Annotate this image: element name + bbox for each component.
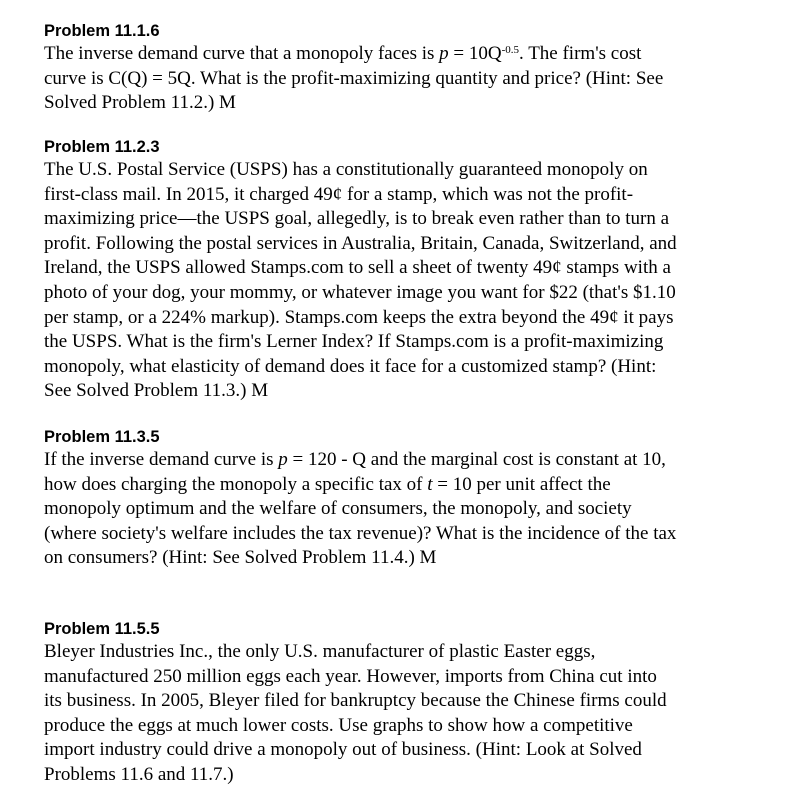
text-line <box>44 665 764 690</box>
problem-text <box>44 158 764 404</box>
problem-title: Problem 11.2.3 <box>44 138 160 156</box>
text-segment: how does charging the monopoly a specific tax of <box>44 473 428 495</box>
text-segment: The inverse demand curve that a monopoly faces is <box>44 43 440 64</box>
text-segment: Solved Problem 11.2.) M <box>44 92 236 114</box>
text-line <box>44 306 764 331</box>
text-line <box>44 281 764 306</box>
text-line <box>44 158 764 183</box>
problem-text <box>44 448 764 571</box>
text-line <box>44 355 764 380</box>
text-segment: (where society's welfare includes the tax revenue)? What is the incidence of the tax <box>44 522 677 544</box>
problem-title: Problem 11.3.5 <box>44 428 160 446</box>
text-segment: Bleyer Industries Inc., the only U.S. manufacturer of plastic Easter eggs, <box>44 641 596 662</box>
text-line <box>44 379 764 404</box>
problem-title: Problem 11.1.6 <box>44 22 160 40</box>
text-segment: Problems 11.6 and 11.7.) <box>44 763 234 785</box>
text-line <box>44 497 764 522</box>
text-segment: per stamp, or a 224% markup). Stamps.com keeps the extra beyond the 49¢ it pays <box>44 306 674 328</box>
text-line <box>44 91 764 116</box>
text-line <box>44 640 764 665</box>
text-segment: curve is C(Q) = 5Q. What is the profit-maximizing quantity and price? (Hint: See <box>44 67 664 89</box>
text-line <box>44 714 764 739</box>
text-segment: = 10Q <box>448 43 502 64</box>
text-line <box>44 232 764 257</box>
variable: t <box>427 473 433 495</box>
text-line <box>44 763 764 788</box>
text-segment: produce the eggs at much lower costs. Use graphs to show how a competitive <box>44 714 633 736</box>
text-line <box>44 330 764 355</box>
text-segment: . The firm's cost <box>519 43 642 64</box>
text-segment: photo of your dog, your mommy, or whatever image you want for $22 (that's $1.10 <box>44 281 676 303</box>
text-segment: monopoly, what elasticity of demand does it face for a customized stamp? (Hint: <box>44 355 657 377</box>
text-line <box>44 207 764 232</box>
text-segment: its business. In 2005, Bleyer filed for bankruptcy because the Chinese firms could <box>44 690 667 712</box>
variable: p <box>278 449 288 470</box>
problem-text <box>44 640 764 788</box>
text-line <box>44 546 764 571</box>
text-line <box>44 689 764 714</box>
problem-title: Problem 11.5.5 <box>44 620 160 638</box>
text-segment: = 120 - Q and the marginal cost is constant at 10, <box>287 449 666 470</box>
superscript: -0.5 <box>501 44 520 56</box>
text-segment: If the inverse demand curve is <box>44 449 279 470</box>
text-line <box>44 67 764 92</box>
text-line <box>44 42 764 67</box>
text-line <box>44 473 764 498</box>
text-segment: first-class mail. In 2015, it charged 49¢ for a stamp, which was not the profit- <box>44 183 634 205</box>
problem-11-5-5 <box>44 618 764 788</box>
text-line <box>44 183 764 208</box>
problem-11-2-3 <box>44 136 764 404</box>
text-segment: monopoly optimum and the welfare of consumers, the monopoly, and society <box>44 498 632 520</box>
text-segment: = 10 per unit affect the <box>432 473 611 495</box>
text-line <box>44 738 764 763</box>
text-segment: Ireland, the USPS allowed Stamps.com to sell a sheet of twenty 49¢ stamps with a <box>44 257 671 279</box>
text-segment: See Solved Problem 11.3.) M <box>44 380 269 402</box>
text-segment: import industry could drive a monopoly out of business. (Hint: Look at Solved <box>44 739 642 761</box>
text-segment: profit. Following the postal services in Australia, Britain, Canada, Switzerland, and <box>44 232 677 254</box>
text-segment: manufactured 250 million eggs each year. However, imports from China cut into <box>44 665 657 687</box>
text-line <box>44 448 764 473</box>
problem-11-3-5 <box>44 426 764 571</box>
variable: p <box>439 43 449 64</box>
problem-text <box>44 42 764 116</box>
text-segment: The U.S. Postal Service (USPS) has a constitutionally guaranteed monopoly on <box>44 159 648 180</box>
text-line <box>44 256 764 281</box>
problem-11-1-6 <box>44 20 764 116</box>
text-segment: maximizing price—the USPS goal, allegedly, is to break even rather than to turn a <box>44 208 670 230</box>
text-segment: on consumers? (Hint: See Solved Problem 11.4.) M <box>44 547 437 569</box>
text-segment: the USPS. What is the firm's Lerner Index? If Stamps.com is a profit-maximizing <box>44 331 664 353</box>
text-line <box>44 522 764 547</box>
